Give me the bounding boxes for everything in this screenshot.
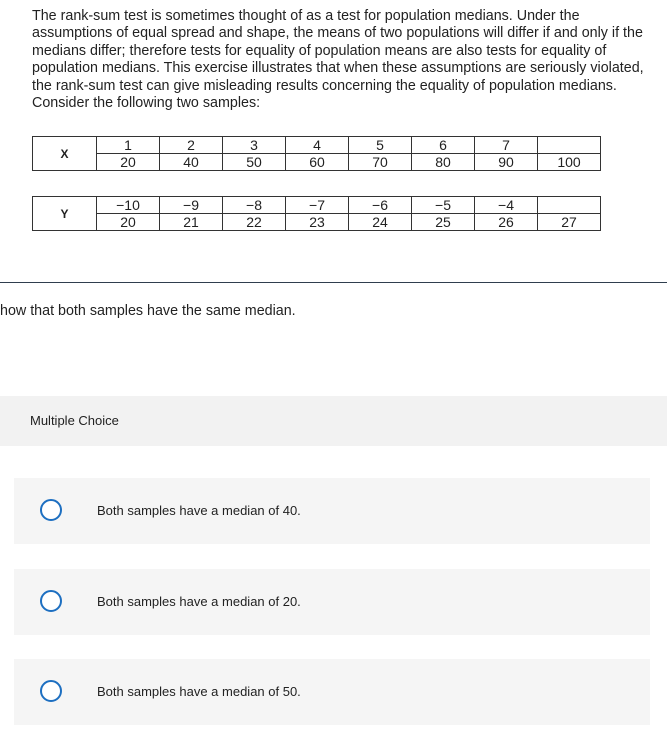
radio-button[interactable]	[40, 590, 62, 612]
table-cell: −5	[412, 197, 475, 214]
intro-text: The rank-sum test is sometimes thought of as a test for population medians. Under the assumptions of equal spread and shape, the means of two populations will differ if and only if the medians differ; therefore tests for equality of population means are also tests for equality of population medians. This exercise illustrates that when these assumptions are seriously violated, the rank-sum test can give misleading results concerning the equality of population medians. Consider the following two samples:	[32, 8, 644, 112]
multiple-choice-label: Multiple Choice	[30, 413, 119, 428]
table-cell: 24	[349, 214, 412, 231]
table-cell: 26	[475, 214, 538, 231]
row-label-x: X	[33, 137, 97, 171]
table-cell: 3	[223, 137, 286, 154]
table-cell: 7	[475, 137, 538, 154]
table-cell: −7	[286, 197, 349, 214]
table-cell: 2	[160, 137, 223, 154]
table-cell: 50	[223, 154, 286, 171]
answer-option-label: Both samples have a median of 40.	[97, 503, 301, 518]
table-cell: −8	[223, 197, 286, 214]
table-cell	[538, 197, 601, 214]
table-row	[33, 154, 601, 171]
sample-x-table	[32, 136, 601, 171]
answer-option-1[interactable]	[14, 478, 650, 544]
table-cell: 6	[412, 137, 475, 154]
table-cell: 21	[160, 214, 223, 231]
table-cell: 5	[349, 137, 412, 154]
table-cell: 23	[286, 214, 349, 231]
radio-button[interactable]	[40, 499, 62, 521]
table-cell: 25	[412, 214, 475, 231]
table-cell: 100	[538, 154, 601, 171]
answer-option-3[interactable]	[14, 659, 650, 725]
table-cell: −9	[160, 197, 223, 214]
multiple-choice-header	[0, 396, 667, 446]
table-cell: −6	[349, 197, 412, 214]
row-label-y: Y	[33, 197, 97, 231]
table-row	[33, 214, 601, 231]
table-cell	[538, 137, 601, 154]
table-cell: 4	[286, 137, 349, 154]
table-cell: 22	[223, 214, 286, 231]
question-text: how that both samples have the same median.	[0, 303, 296, 319]
answer-option-2[interactable]	[14, 569, 650, 635]
table-cell: −4	[475, 197, 538, 214]
answer-option-label: Both samples have a median of 50.	[97, 684, 301, 699]
table-cell: 90	[475, 154, 538, 171]
table-cell: 70	[349, 154, 412, 171]
sample-y-table	[32, 196, 601, 231]
table-cell: 27	[538, 214, 601, 231]
table-cell: 60	[286, 154, 349, 171]
table-cell: 80	[412, 154, 475, 171]
table-row	[33, 197, 601, 214]
radio-button[interactable]	[40, 680, 62, 702]
table-cell: 40	[160, 154, 223, 171]
table-cell: 20	[97, 214, 160, 231]
table-cell: −10	[97, 197, 160, 214]
table-cell: 1	[97, 137, 160, 154]
answer-option-label: Both samples have a median of 20.	[97, 594, 301, 609]
table-cell: 20	[97, 154, 160, 171]
section-divider	[0, 282, 667, 283]
table-row	[33, 137, 601, 154]
